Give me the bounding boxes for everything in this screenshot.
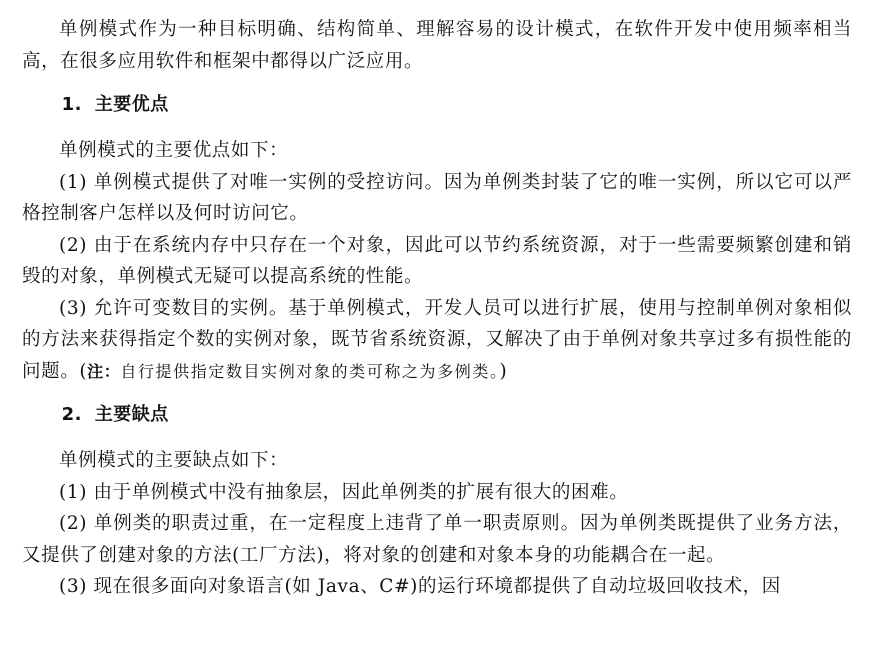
advantages-lead: 单例模式的主要优点如下： bbox=[59, 140, 289, 161]
section-heading-advantages bbox=[22, 90, 852, 120]
disadvantages-lead: 单例模式的主要缺点如下： bbox=[59, 450, 289, 471]
note-text: 自行提供指定数目实例对象的类可称之为多例类。 bbox=[120, 361, 500, 381]
advantage-item-2: (2) 由于在系统内存中只存在一个对象，因此可以节约系统资源，对于一些需要频繁创建和销毁的对象，单例模式无疑可以提高系统的性能。 bbox=[22, 234, 852, 287]
intro-paragraph: 单例模式作为一种目标明确、结构简单、理解容易的设计模式，在软件开发中使用频率相当高，在很多应用软件和框架中都得以广泛应用。 bbox=[22, 19, 852, 72]
section-title: 主要优点 bbox=[94, 94, 169, 115]
advantage-item-3-text: (3) 允许可变数目的实例。基于单例模式，开发人员可以进行扩展，使用与控制单例对象相似的方法来获得指定个数的实例对象，既节省系统资源，又解决了由于单例对象共享过多有损性能的问题。 bbox=[22, 297, 852, 382]
section-title: 主要缺点 bbox=[94, 404, 169, 425]
note-label: 注： bbox=[87, 361, 121, 381]
section-heading-disadvantages bbox=[22, 400, 852, 430]
advantage-item-3 bbox=[22, 293, 852, 388]
disadvantage-item-2: (2) 单例类的职责过重，在一定程度上违背了单一职责原则。因为单例类既提供了业务方法，又提供了创建对象的方法(工厂方法)，将对象的创建和对象本身的功能耦合在一起。 bbox=[22, 513, 852, 566]
note-close-paren: ) bbox=[499, 360, 508, 382]
disadvantage-item-1: (1) 由于单例模式中没有抽象层，因此单例类的扩展有很大的困难。 bbox=[59, 481, 629, 503]
section-number: 2. bbox=[61, 404, 82, 425]
disadvantage-item-3: (3) 现在很多面向对象语言(如 Java、C#)的运行环境都提供了自动垃圾回收技术，因 bbox=[59, 576, 781, 597]
document-page bbox=[22, 14, 852, 603]
note-open-paren: ( bbox=[79, 360, 88, 382]
advantage-item-1: (1) 单例模式提供了对唯一实例的受控访问。因为单例类封装了它的唯一实例，所以它可以严格控制客户怎样以及何时访问它。 bbox=[22, 171, 852, 224]
section-number: 1. bbox=[61, 94, 82, 115]
